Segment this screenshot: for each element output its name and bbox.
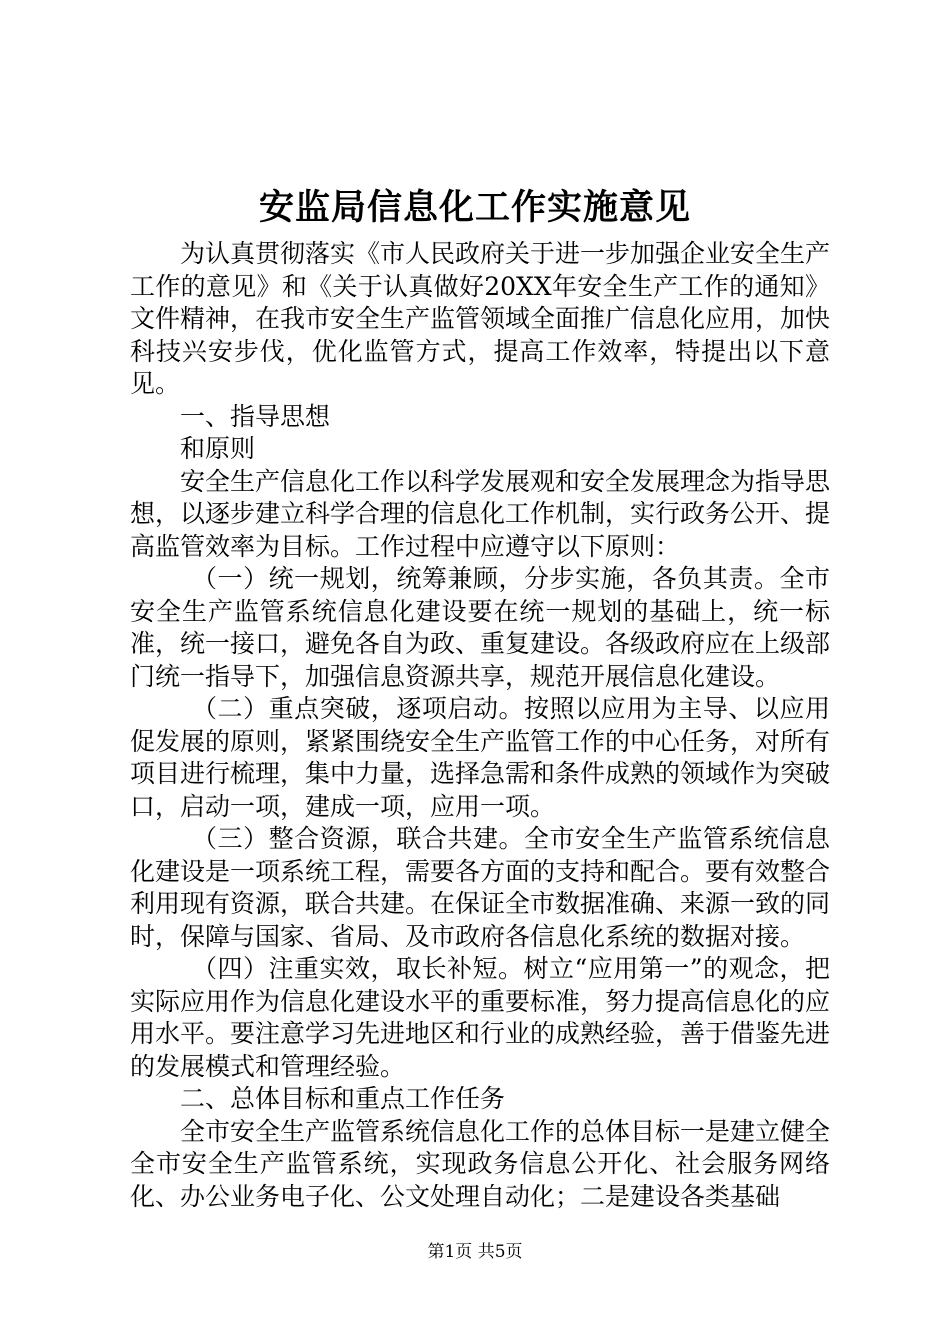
goals-paragraph: 全市安全生产监管系统信息化工作的总体目标一是建立健全全市安全生产监管系统，实现政务信息公开化、社会服务网络化、办公业务电子化、公文处理自动化；二是建设各类基础 — [130, 1116, 831, 1211]
document-body — [130, 238, 830, 1213]
principle-2-paragraph: （二）重点突破，逐项启动。按照以应用为主导、以应用促发展的原则，紧紧围绕安全生产监管工作的中心任务，对所有项目进行梳理，集中力量，选择急需和条件成熟的领域作为突破口，启动一项，建成一项，应用一项。 — [130, 694, 831, 821]
document-title: 安监局信息化工作实施意见 — [258, 187, 691, 228]
section-heading-guiding-thought: 一、指导思想 — [180, 401, 331, 431]
section-heading-continuation: 和原则 — [180, 434, 256, 463]
guiding-paragraph: 安全生产信息化工作以科学发展观和安全发展理念为指导思想，以逐步建立科学合理的信息化工作机制，实行政务公开、提高监管效率为目标。工作过程中应遵守以下原则： — [130, 466, 831, 561]
page-number: 第1页 共5页 — [427, 1242, 523, 1262]
principle-1-paragraph: （一）统一规划，统筹兼顾，分步实施，各负其责。全市安全生产监管系统信息化建设要在统一规划的基础上，统一标准，统一接口，避免各自为政、重复建设。各级政府应在上级部门统一指导下，加强信息资源共享，规范开展信息化建设。 — [130, 564, 831, 691]
section-heading-goals: 二、总体目标和重点工作任务 — [180, 1084, 506, 1113]
principle-4-paragraph: （四）注重实效，取长补短。树立“应用第一”的观念，把实际应用作为信息化建设水平的重要标准，努力提高信息化的应用水平。要注意学习先进地区和行业的成熟经验，善于借鉴先进的发展模式和管理经验。 — [130, 954, 831, 1081]
intro-paragraph: 为认真贯彻落实《市人民政府关于进一步加强企业安全生产工作的意见》和《关于认真做好20XX年安全生产工作的通知》文件精神，在我市安全生产监管领域全面推广信息化应用，加快科技兴安步伐，优化监管方式，提高工作效率，特提出以下意见。 — [130, 239, 831, 398]
principle-3-paragraph: （三）整合资源，联合共建。全市安全生产监管系统信息化建设是一项系统工程，需要各方面的支持和配合。要有效整合利用现有资源，联合共建。在保证全市数据准确、来源一致的同时，保障与国家、省局、及市政府各信息化系统的数据对接。 — [130, 824, 831, 951]
